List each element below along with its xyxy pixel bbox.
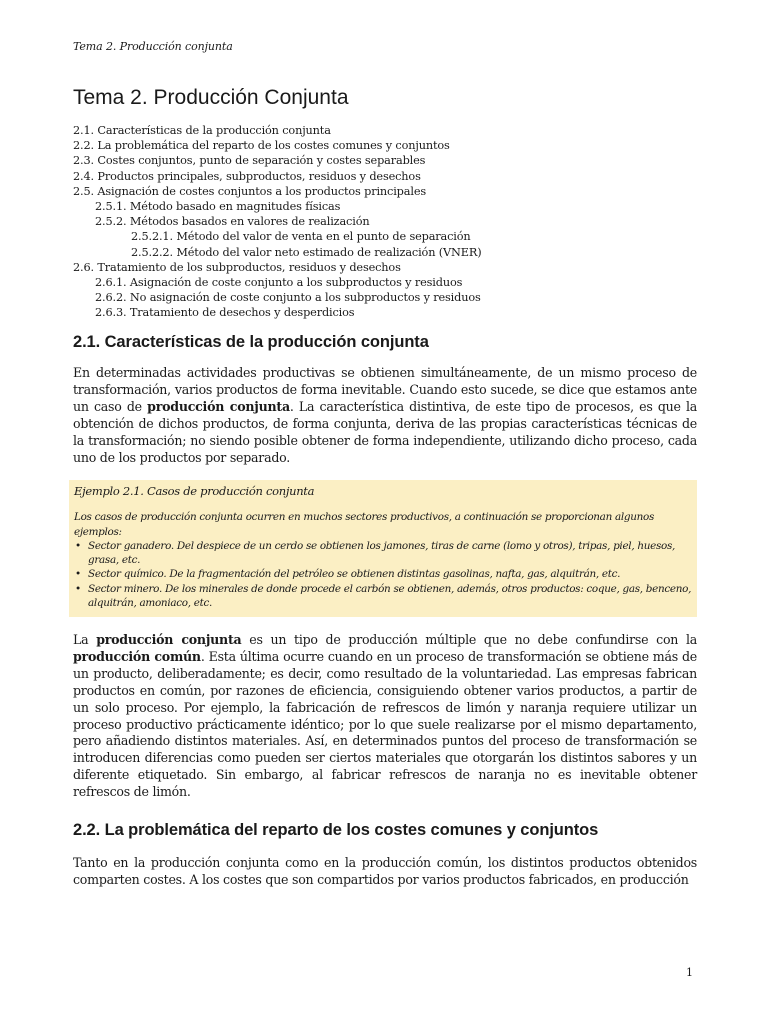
- toc-item: 2.2. La problemática del reparto de los costes comunes y conjuntos: [73, 139, 450, 153]
- toc-item: 2.5.2. Métodos basados en valores de realización: [95, 215, 370, 229]
- example-intro: Los casos de producción conjunta ocurren en muchos sectores productivos, a continuación se proporcionan algunos ejemplos:: [74, 511, 655, 538]
- section-2-2-paragraph-1: Tanto en la producción conjunta como en la producción común, los distintos productos obtenidos comparten costes. A los costes que son compartidos por varios productos fabricados, en producción: [73, 855, 697, 887]
- toc-item: 2.1. Características de la producción conjunta: [73, 124, 331, 137]
- example-list-item: • Sector químico. De la fragmentación del petróleo se obtienen distintas gasolinas, nafta, gas, alquitrán, etc.: [88, 567, 692, 581]
- section-heading-2-2: 2.2. La problemática del reparto de los costes comunes y conjuntos: [73, 821, 599, 839]
- toc-item: 2.6. Tratamiento de los subproductos, residuos y desechos: [73, 260, 401, 274]
- table-of-contents: [73, 123, 697, 321]
- toc-item: 2.5.2.1. Método del valor de venta en el punto de separación: [131, 230, 471, 244]
- toc-item: 2.4. Productos principales, subproductos, residuos y desechos: [73, 169, 421, 183]
- toc-item: 2.6.3. Tratamiento de desechos y desperdicios: [95, 306, 355, 320]
- toc-item: 2.5. Asignación de costes conjuntos a los productos principales: [73, 184, 426, 198]
- example-title: Ejemplo 2.1. Casos de producción conjunta: [74, 484, 315, 498]
- page-title: Tema 2. Producción Conjunta: [73, 86, 349, 109]
- example-list-item: • Sector ganadero. Del despiece de un cerdo se obtienen los jamones, tiras de carne (lomo y otros), tripas, piel, huesos, grasa, etc.: [88, 539, 692, 568]
- bold-term-produccion-conjunta-2: producción conjunta: [96, 632, 242, 647]
- example-list-item: • Sector minero. De los minerales de donde procede el carbón se obtienen, además, otros productos: coque, gas, benceno, alquitrán, amoniaco, etc.: [88, 582, 692, 611]
- toc-item: 2.5.1. Método basado en magnitudes físicas: [95, 200, 341, 214]
- toc-item: 2.6.2. No asignación de coste conjunto a los subproductos y residuos: [95, 291, 481, 305]
- toc-item: 2.6.1. Asignación de coste conjunto a los subproductos y residuos: [95, 276, 463, 290]
- section-heading-2-1: 2.1. Características de la producción conjunta: [73, 333, 429, 351]
- example-box: [69, 480, 697, 617]
- running-header: Tema 2. Producción conjunta: [73, 40, 233, 53]
- bold-term-produccion-comun: producción común: [73, 648, 201, 664]
- toc-item: 2.5.2.2. Método del valor neto estimado de realización (VNER): [131, 245, 482, 259]
- toc-item: 2.3. Costes conjuntos, punto de separación y costes separables: [73, 154, 426, 168]
- example-list: [74, 539, 692, 610]
- section-2-1-paragraph-1: En determinadas actividades productivas se obtienen simultáneamente, de un mismo proceso de transformación, varios productos de forma inevitable. Cuando esto sucede, se dice que estamos ante un caso de producción conjunta. La característica distintiva, de este tipo de procesos, es que la obtención de dichos productos, de forma conjunta, deriva de las propias características técnicas de la transformación; no siendo posible obtener de forma independiente, utilizando dicho proceso, cada uno de los productos por separado.: [73, 365, 698, 465]
- page-number: 1: [686, 966, 693, 979]
- section-2-1-paragraph-2: La producción conjunta es un tipo de producción múltiple que no debe confundirse con la producción común. Esta última ocurre cuando en un proceso de transformación se obtiene más de un producto, deliberadamente; es decir, como resultado de la voluntariedad. Las empresas fabrican productos en común, por razones de eficiencia, consiguiendo obtener varios productos, a partir de un solo proceso. Por ejemplo, la fabricación de refrescos de limón y naranja requiere utilizar un proceso productivo prácticamente idéntico; por lo que suele realizarse por el mismo departamento, pero añadiendo distintos materiales. Así, en determinados puntos del proceso de transformación se introducen diferencias como pueden ser ciertos materiales que otorgarán los distintos sabores y un diferente etiquetado. Sin embargo, al fabricar refrescos de naranja no es inevitable obtener refrescos de limón.: [73, 632, 697, 800]
- bold-term-produccion-conjunta: producción conjunta: [147, 398, 290, 414]
